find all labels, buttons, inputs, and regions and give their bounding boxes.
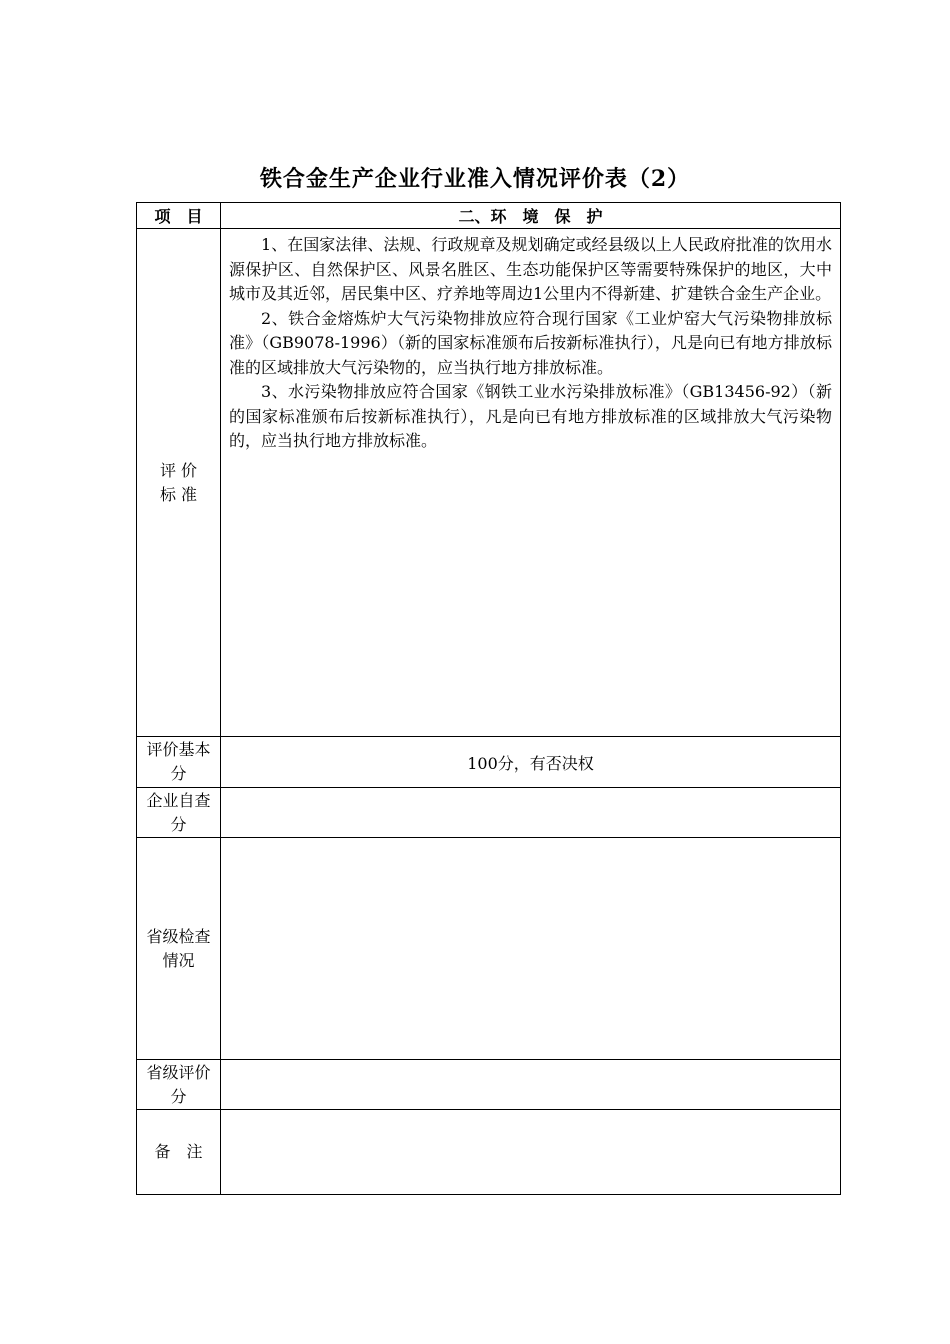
provincial-score-row (137, 1060, 841, 1110)
remarks-row (137, 1110, 841, 1195)
provincial-inspection-value[interactable] (221, 838, 841, 1060)
provincial-inspection-row (137, 838, 841, 1060)
criteria-paragraph-3: 3、水污染物排放应符合国家《钢铁工业水污染排放标准》（GB13456-92）（新的国家标准颁布后按新标准执行），凡是向已有地方排放标准的区域排放大气污染物的，应当执行地方排放标准。 (229, 382, 832, 450)
provincial-inspection-label: 省级检查情况 (137, 838, 221, 1060)
criteria-paragraph-1: 1、在国家法律、法规、行政规章及规划确定或经县级以上人民政府批准的饮用水源保护区、自然保护区、风景名胜区、生态功能保护区等需要特殊保护的地区，大中城市及其近邻，居民集中区、疗养地等周边1公里内不得新建、扩建铁合金生产企业。 (229, 235, 832, 303)
base-score-label: 评价基本分 (137, 737, 221, 788)
base-score-value: 100分，有否决权 (221, 737, 841, 788)
provincial-score-value[interactable] (221, 1060, 841, 1110)
remarks-label: 备 注 (137, 1110, 221, 1195)
self-check-row (137, 788, 841, 838)
criteria-row (137, 229, 841, 737)
self-check-value[interactable] (221, 788, 841, 838)
evaluation-table (136, 202, 841, 1195)
base-score-row (137, 737, 841, 788)
criteria-content (221, 229, 841, 737)
remarks-value[interactable] (221, 1110, 841, 1195)
criteria-label-line1: 评 价 (159, 460, 198, 480)
criteria-label-line2: 标 准 (159, 484, 198, 504)
table-header-row (137, 203, 841, 229)
provincial-score-label: 省级评价分 (137, 1060, 221, 1110)
criteria-paragraph-2: 2、铁合金熔炼炉大气污染物排放应符合现行国家《工业炉窑大气污染物排放标准》（GB9078-1996）（新的国家标准颁布后按新标准执行），凡是向已有地方排放标准的区域排放大气污染物的，应当执行地方排放标准。 (229, 308, 832, 377)
self-check-label: 企业自查分 (137, 788, 221, 838)
item-header-cell: 项 目 (137, 203, 221, 229)
section-header-cell: 二、环 境 保 护 (221, 203, 841, 229)
criteria-label (137, 229, 221, 737)
page-title: 铁合金生产企业行业准入情况评价表（2） (259, 166, 691, 192)
